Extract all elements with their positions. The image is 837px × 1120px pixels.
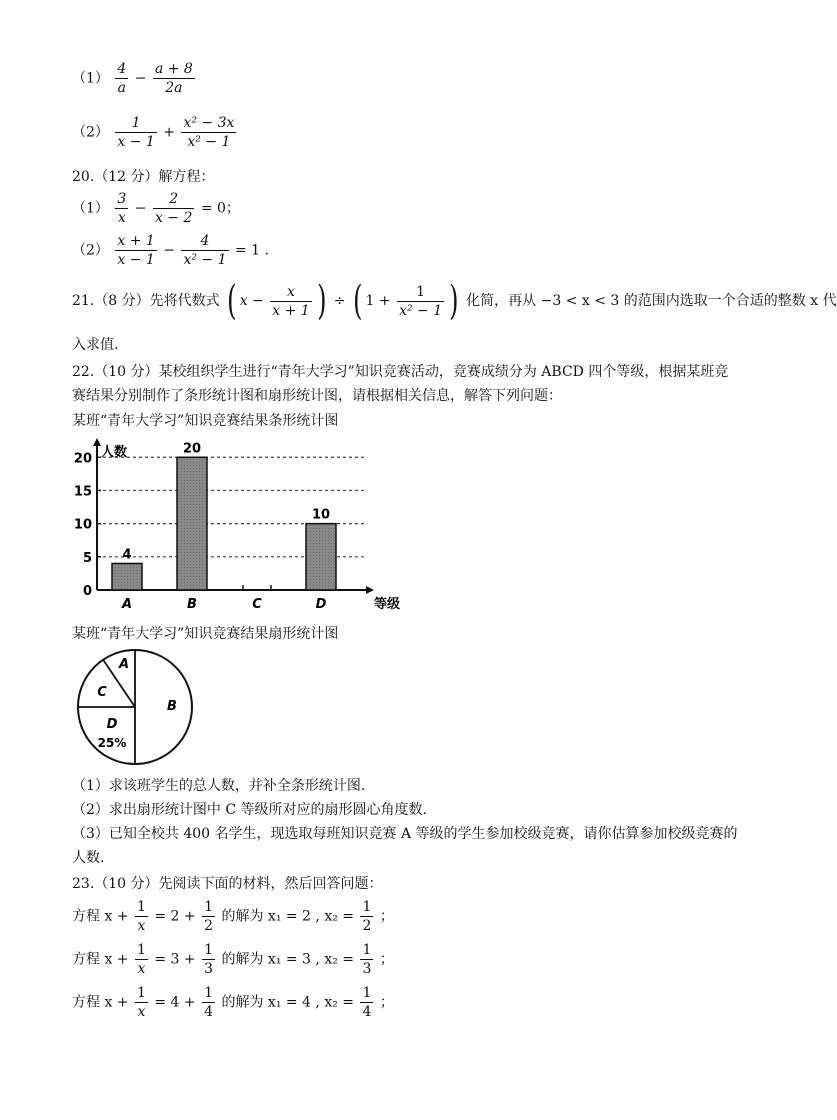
- row-end: ；: [379, 908, 394, 925]
- q19-p2-label: （2）: [72, 124, 109, 141]
- data-label: 4: [122, 547, 132, 563]
- bar-D: [306, 524, 336, 590]
- fraction: $\frac{1}{3}$: [362, 942, 372, 977]
- row-prefix: 方程 x +: [72, 908, 129, 925]
- x-tick-label: C: [252, 597, 262, 612]
- fraction: $\frac{1}{x}$: [136, 985, 146, 1020]
- q22-sub2: （2）求出扇形统计图中 C 等级所对应的扇形圆心角度数.: [72, 802, 427, 818]
- operator: −: [134, 200, 147, 217]
- row-prefix: 方程 x +: [72, 994, 129, 1011]
- bar-chart: [70, 438, 415, 610]
- pie-slice-label: B: [167, 699, 177, 714]
- fraction: $\frac{x}{x + 1}$: [272, 283, 310, 319]
- x-axis-arrow: [366, 586, 374, 594]
- q20-part2: [72, 232, 269, 269]
- fraction: $\frac{1}{x - 1}$: [117, 115, 155, 150]
- q21-lead: 21.（8 分）先将代数式: [72, 293, 220, 309]
- expr1-prefix: x −: [239, 293, 264, 309]
- fraction: $\frac{1}{x}$: [136, 942, 146, 977]
- bar-B: [177, 457, 207, 590]
- expr2-prefix: 1 +: [365, 293, 391, 309]
- q22-sub3-line2: 人数.: [72, 850, 105, 866]
- fraction: $\frac{\text{x² − 3x}}{\text{x² − 1}}$: [183, 115, 235, 150]
- q22-sub1: （1）求该班学生的总人数，并补全条形统计图.: [72, 778, 366, 794]
- fraction: $\frac{1}{2}$: [362, 899, 372, 934]
- pie-chart-caption: 某班“青年大学习”知识竞赛结果扇形统计图: [72, 626, 339, 642]
- q21-line1: [72, 278, 837, 324]
- row-prefix: 方程 x +: [72, 951, 129, 968]
- data-label: 20: [182, 441, 202, 457]
- equation-tail: = 1 .: [234, 242, 269, 259]
- operator: −: [134, 70, 147, 87]
- pie-value-label: 25%: [97, 736, 127, 750]
- q20-part1: [72, 190, 240, 227]
- divide-sign: ÷: [333, 293, 346, 309]
- q20-header: 20.（12 分）解方程：: [72, 169, 215, 185]
- fraction: $\frac{1}{x}$: [136, 899, 146, 934]
- left-paren: (: [353, 278, 363, 324]
- q22-sub3-line1: （3）已知全校共 400 名学生，现选取每班知识竞赛 A 等级的学生参加校级竞赛，请你估算参加校级竞赛的: [72, 826, 738, 842]
- row-text: 的解为 x₁ = 3 , x₂ =: [221, 951, 355, 968]
- q19-p1-label: （1）: [72, 70, 109, 87]
- row-text: 的解为 x₁ = 4 , x₂ =: [221, 994, 355, 1011]
- q23-row1: [72, 898, 394, 935]
- q23-header: 23.（10 分）先阅读下面的材料，然后回答问题：: [72, 876, 383, 892]
- x-tick-label: A: [121, 597, 133, 612]
- x-tick-label: D: [315, 597, 327, 612]
- y-tick-label: 10: [73, 517, 92, 533]
- row-mid: = 3 +: [154, 951, 196, 968]
- fraction: $\frac{1}{4}$: [362, 985, 372, 1020]
- row-mid: = 4 +: [154, 994, 196, 1011]
- q19-part1: [72, 60, 197, 97]
- row-end: ；: [379, 951, 394, 968]
- pie-slice-label: A: [118, 657, 130, 672]
- q19-part2: [72, 114, 238, 151]
- q22-line1: 22.（10 分）某校组织学生进行“青年大学习”知识竞赛活动，竞赛成绩分为 ABCD 四个等级，根据某班竞: [72, 364, 729, 380]
- fraction: $\frac{1}{4}$: [204, 985, 214, 1020]
- y-tick-label: 15: [73, 484, 92, 500]
- fraction: $\frac{4}{a}$: [117, 61, 127, 96]
- bar-chart-caption: 某班“青年大学习”知识竞赛结果条形统计图: [72, 413, 339, 429]
- operator: +: [163, 124, 175, 141]
- q20-p2-label: （2）: [72, 242, 109, 259]
- equation-tail: = 0；: [200, 200, 240, 217]
- fraction: $\frac{a + 8}{2a}$: [154, 61, 193, 96]
- fraction: $\frac{2}{x - 2}$: [154, 191, 193, 226]
- y-axis-title: 人数: [101, 445, 128, 460]
- fraction: $\frac{1}{3}$: [204, 942, 214, 977]
- q23-row2: [72, 941, 394, 978]
- q22-line2: 赛结果分别制作了条形统计图和扇形统计图，请根据相关信息，解答下列问题：: [72, 388, 562, 404]
- row-text: 的解为 x₁ = 2 , x₂ =: [221, 908, 355, 925]
- fraction: $\frac{3}{x}$: [117, 191, 127, 226]
- fraction: $\frac{4}{\text{x² − 1}}$: [183, 233, 227, 268]
- row-end: ；: [379, 994, 394, 1011]
- x-axis-title: 等级: [374, 597, 401, 612]
- operator: −: [163, 242, 175, 259]
- data-label: 10: [311, 507, 331, 523]
- fraction: $\frac{1}{\text{x² − 1}}$: [399, 283, 443, 319]
- q21-line2: 入求值.: [72, 337, 119, 353]
- q23-row3: [72, 984, 394, 1021]
- left-paren: (: [227, 278, 237, 324]
- y-tick-label: 20: [73, 451, 92, 467]
- right-paren: ): [449, 278, 459, 324]
- bar-A: [112, 563, 142, 590]
- pie-chart: [72, 646, 202, 771]
- fraction: $\frac{1}{2}$: [204, 899, 214, 934]
- fraction: $\frac{x + 1}{x - 1}$: [117, 233, 155, 268]
- q21-tail: 化简，再从 −3 < x < 3 的范围内选取一个合适的整数 x 代: [466, 293, 837, 309]
- y-tick-label: 0: [82, 584, 92, 599]
- y-axis-arrow: [93, 438, 101, 446]
- y-tick-label: 5: [82, 550, 92, 566]
- pie-slice-label: D: [106, 717, 118, 732]
- pie-slice-label: C: [97, 685, 107, 700]
- row-mid: = 2 +: [154, 908, 196, 925]
- right-paren: ): [316, 278, 327, 324]
- x-tick-label: B: [187, 597, 197, 612]
- q20-p1-label: （1）: [72, 200, 109, 217]
